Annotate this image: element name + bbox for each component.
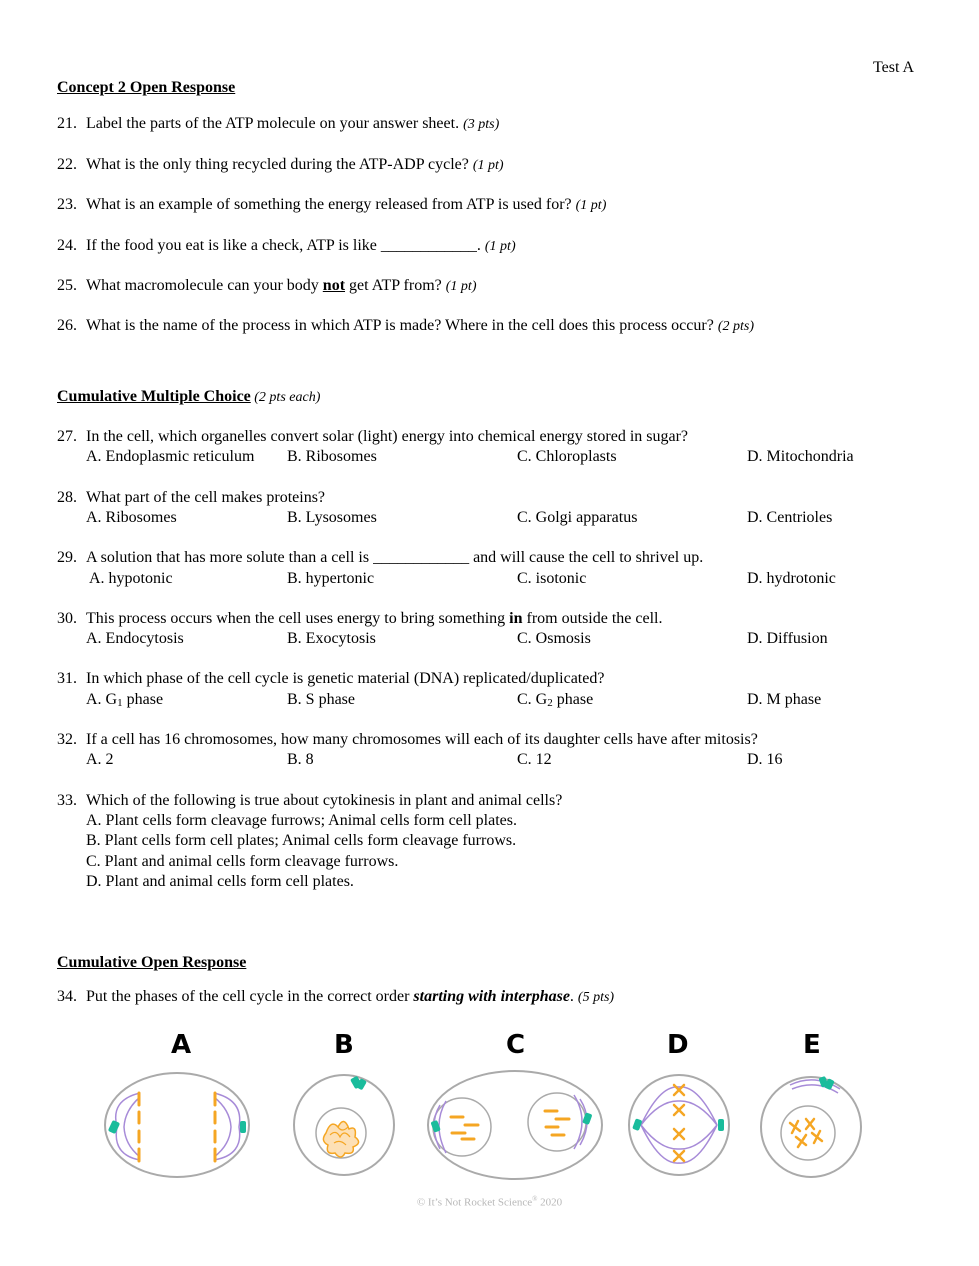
question-text: What macromolecule can your body [86,277,323,294]
section-heading-multiple-choice [57,387,320,408]
answer-option-b: B. S phase [287,691,355,708]
diagram-label-c: C [506,1030,526,1060]
section-title-concept2: Concept 2 Open Response [57,79,236,96]
points-label: (1 pt) [445,279,477,294]
cell-e-prophase [761,1076,861,1177]
answer-option-d: D. hydrotonic [747,570,836,587]
answer-option-d: D. Diffusion [747,630,828,647]
answer-option-d: D. Plant and animal cells form cell plates. [86,873,354,890]
answer-option-d: D. Centrioles [747,509,833,526]
question-number: 29. [57,549,77,566]
answer-option-b: B. Plant cells form cell plates; Animal cells form cleavage furrows. [86,832,517,849]
question-text: What is an example of something the energy released from ATP is used for? [86,196,576,213]
answer-option-c: C. Osmosis [517,630,591,647]
answer-option-c: C. 12 [517,751,552,768]
question-number: 31. [57,670,77,687]
answer-option-a: A. 2 [86,751,114,768]
points-label: (1 pt) [484,239,516,254]
option-text-cont: phase [122,691,164,708]
question-text: In the cell, which organelles convert solar (light) energy into chemical energy stored in sugar? [86,428,689,445]
test-version-label: Test A [873,59,915,76]
answer-option-c: C. Chloroplasts [517,448,617,465]
points-label: (1 pt) [575,198,607,213]
question-text: This process occurs when the cell uses energy to bring something [86,610,510,627]
question-number: 33. [57,792,77,809]
answer-option-b: B. Lysosomes [287,509,377,526]
copyright-year: 2020 [537,1196,563,1209]
question-text: What part of the cell makes proteins? [86,489,326,506]
option-subscript: 1 [117,697,123,709]
question-text: Which of the following is true about cytokinesis in plant and animal cells? [86,792,563,809]
question-number: 28. [57,489,77,506]
question-text-cont: get ATP from? [345,277,446,294]
points-label: (3 pts) [463,117,500,132]
question-21 [57,114,499,135]
answer-option-c: C. Golgi apparatus [517,509,638,526]
question-text: Put the phases of the cell cycle in the correct order [86,988,414,1005]
cell-cycle-diagram [0,1065,979,1185]
points-label: (2 pts) [717,319,754,334]
cell-a-telophase [105,1073,249,1177]
question-number: 32. [57,731,77,748]
cell-d-metaphase [629,1075,729,1175]
diagram-label-d: D [667,1030,689,1060]
emphasis-text: not [322,277,346,294]
emphasis-text: starting with interphase [413,988,570,1005]
answer-option-c: C. Plant and animal cells form cleavage furrows. [86,853,399,870]
emphasis-text: in [509,610,523,627]
question-number: 21. [57,115,77,132]
answer-option-a: A. Endocytosis [86,630,184,647]
question-number: 30. [57,610,77,627]
question-26 [57,316,754,337]
answer-option-d: D. M phase [747,691,822,708]
section-title-multiple-choice: Cumulative Multiple Choice [57,388,251,405]
registered-mark: ® [532,1195,538,1203]
option-text: A. G [86,691,118,708]
question-31 [57,669,604,689]
question-text: If a cell has 16 chromosomes, how many chromosomes will each of its daughter cells have after mitosis? [86,731,758,748]
question-text-cont: from outside the cell. [522,610,663,627]
answer-option-c: C. isotonic [517,570,587,587]
answer-option-b: B. Ribosomes [287,448,377,465]
answer-option-a: A. hypotonic [89,570,173,587]
question-text: In which phase of the cell cycle is genetic material (DNA) replicated/duplicated? [86,670,605,687]
points-label: (1 pt) [472,158,504,173]
question-number: 24. [57,237,77,254]
question-29 [57,548,703,568]
question-text: If the food you eat is like a check, ATP is like ____________. [86,237,485,254]
option-subscript: 2 [547,697,553,709]
option-text-cont: phase [552,691,594,708]
question-number: 22. [57,156,77,173]
answer-option-a: A. Ribosomes [86,509,177,526]
question-32 [57,730,758,750]
question-22 [57,155,504,176]
points-label: (2 pts each) [250,390,321,405]
option-text: C. G [517,691,548,708]
answer-option-a [86,690,163,713]
answer-option-b: B. Exocytosis [287,630,376,647]
question-text: What is the name of the process in which ATP is made? Where in the cell does this process occur? [86,317,718,334]
question-number: 25. [57,277,77,294]
cell-b-interphase [294,1075,394,1175]
question-34 [57,987,614,1008]
answer-option-b: B. 8 [287,751,314,768]
answer-option-a: A. Plant cells form cleavage furrows; Animal cells form cell plates. [86,812,517,829]
question-27 [57,427,688,447]
diagram-label-b: B [334,1030,354,1060]
question-text: A solution that has more solute than a cell is ____________ and will cause the cell to shrivel up. [86,549,704,566]
diagram-label-a: A [171,1030,192,1060]
answer-option-a: A. Endoplasmic reticulum [86,448,255,465]
question-30 [57,609,662,629]
answer-option-d: D. Mitochondria [747,448,854,465]
question-number: 34. [57,988,77,1005]
copyright-footer [0,1195,979,1209]
copyright-text: © It’s Not Rocket Science [416,1196,533,1209]
question-24 [57,236,516,257]
question-text: Label the parts of the ATP molecule on your answer sheet. [86,115,464,132]
question-text: What is the only thing recycled during the ATP-ADP cycle? [86,156,473,173]
question-33 [57,791,562,811]
question-number: 23. [57,196,77,213]
points-label: (5 pts) [577,990,615,1005]
answer-option-d: D. 16 [747,751,783,768]
section-title-open-response: Cumulative Open Response [57,954,247,971]
diagram-label-e: E [803,1030,821,1060]
question-23 [57,195,606,216]
question-text-cont: . [569,988,578,1005]
question-28 [57,488,325,508]
question-number: 27. [57,428,77,445]
answer-option-b: B. hypertonic [287,570,375,587]
answer-option-c [517,690,593,713]
question-number: 26. [57,317,77,334]
question-25 [57,276,476,297]
cell-c-cytokinesis [428,1071,602,1179]
